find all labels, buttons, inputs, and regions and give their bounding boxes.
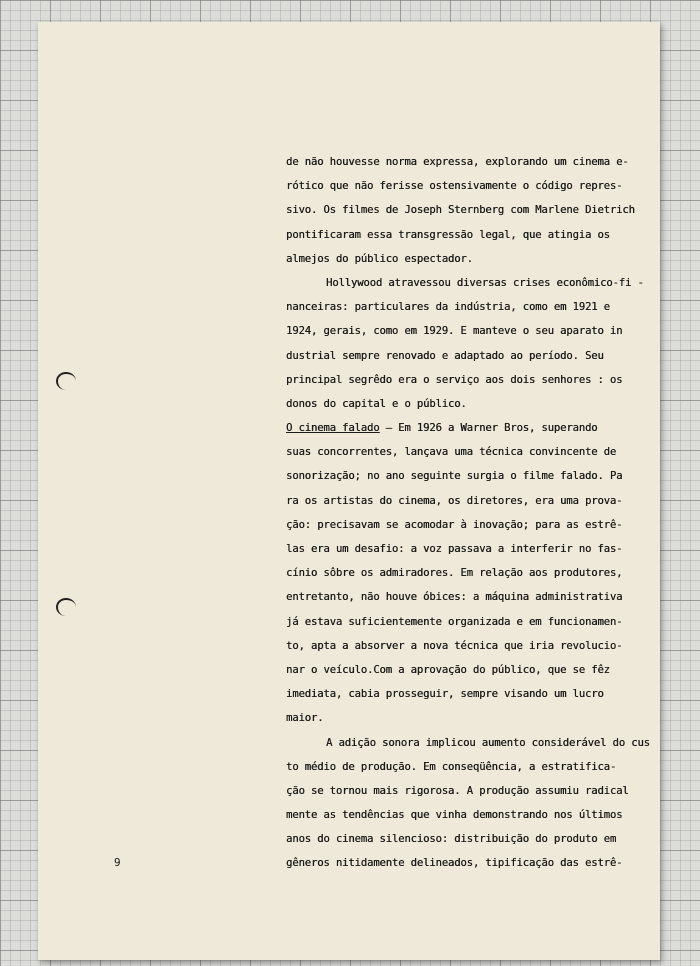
text-line: principal segrêdo era o serviço aos dois senhores : os [286,373,623,386]
text-line: pontificaram essa transgressão legal, que atingia os [286,228,610,241]
text-line: ra os artistas do cinema, os diretores, era uma prova- [286,494,623,507]
text-line: gêneros nitidamente delineados, tipificação das estrê- [286,857,623,870]
text-line: Hollywood atravessou diversas crises econômico-fi - [326,276,644,289]
body-text [286,150,650,876]
text-line: maior. [286,712,324,725]
text-line: 1924, gerais, como em 1929. E manteve o seu aparato in [286,325,623,338]
page-number: 9 [114,856,121,869]
text-line: entretanto, não houve óbices: a máquina administrativa [286,591,623,604]
text-line: imediata, cabia prosseguir, sempre visando um lucro [286,688,604,701]
text-line: las era um desafio: a voz passava a interferir no fas- [286,543,623,555]
text-line: sivo. Os filmes de Joseph Sternberg com Marlene Dietrich [286,204,635,217]
text-line: ção se tornou mais rigorosa. A produção assumiu radical [286,784,629,797]
typewritten-page [38,22,660,960]
text-line: to médio de produção. Em conseqüência, a estratifica- [286,760,617,773]
text-line: sonorização; no ano seguinte surgia o filme falado. Pa [286,470,623,483]
text-line: dustrial sempre renovado e adaptado ao período. Seu [286,349,604,362]
text-line: de não houvesse norma expressa, explorando um cinema e- [286,156,629,168]
text-line: cínio sôbre os admiradores. Em relação aos produtores, [286,567,623,580]
text-line: suas concorrentes, lançava uma técnica convincente de [286,446,617,459]
punch-hole-bottom [56,598,76,616]
text-line: to, apta a absorver a nova técnica que iria revolucio- [286,639,623,652]
text-line: ção: precisavam se acomodar à inovação; para as estrê- [286,518,623,531]
text-line: almejos do público espectador. [286,252,473,265]
text-line: donos do capital e o público. [286,397,467,410]
text-line: já estava suficientemente organizada e em funcionamen- [286,615,623,628]
punch-hole-top [56,372,76,390]
text-line: nar o veículo.Com a aprovação do público, que se fêz [286,663,610,676]
text-line: mente as tendências que vinha demonstrando nos últimos [286,809,623,822]
text-line: anos do cinema silencioso: distribuição do produto em [286,833,617,846]
text-line-with-heading [286,416,646,440]
section-heading: O cinema falado [286,422,380,435]
text-line: rótico que não ferisse ostensivamente o código repres- [286,180,623,193]
text-line: – Em 1926 a Warner Bros, superando [385,422,598,435]
text-line: nanceiras: particulares da indústria, como em 1921 e [286,301,610,314]
text-line: A adição sonora implicou aumento considerável do cus [326,736,650,749]
